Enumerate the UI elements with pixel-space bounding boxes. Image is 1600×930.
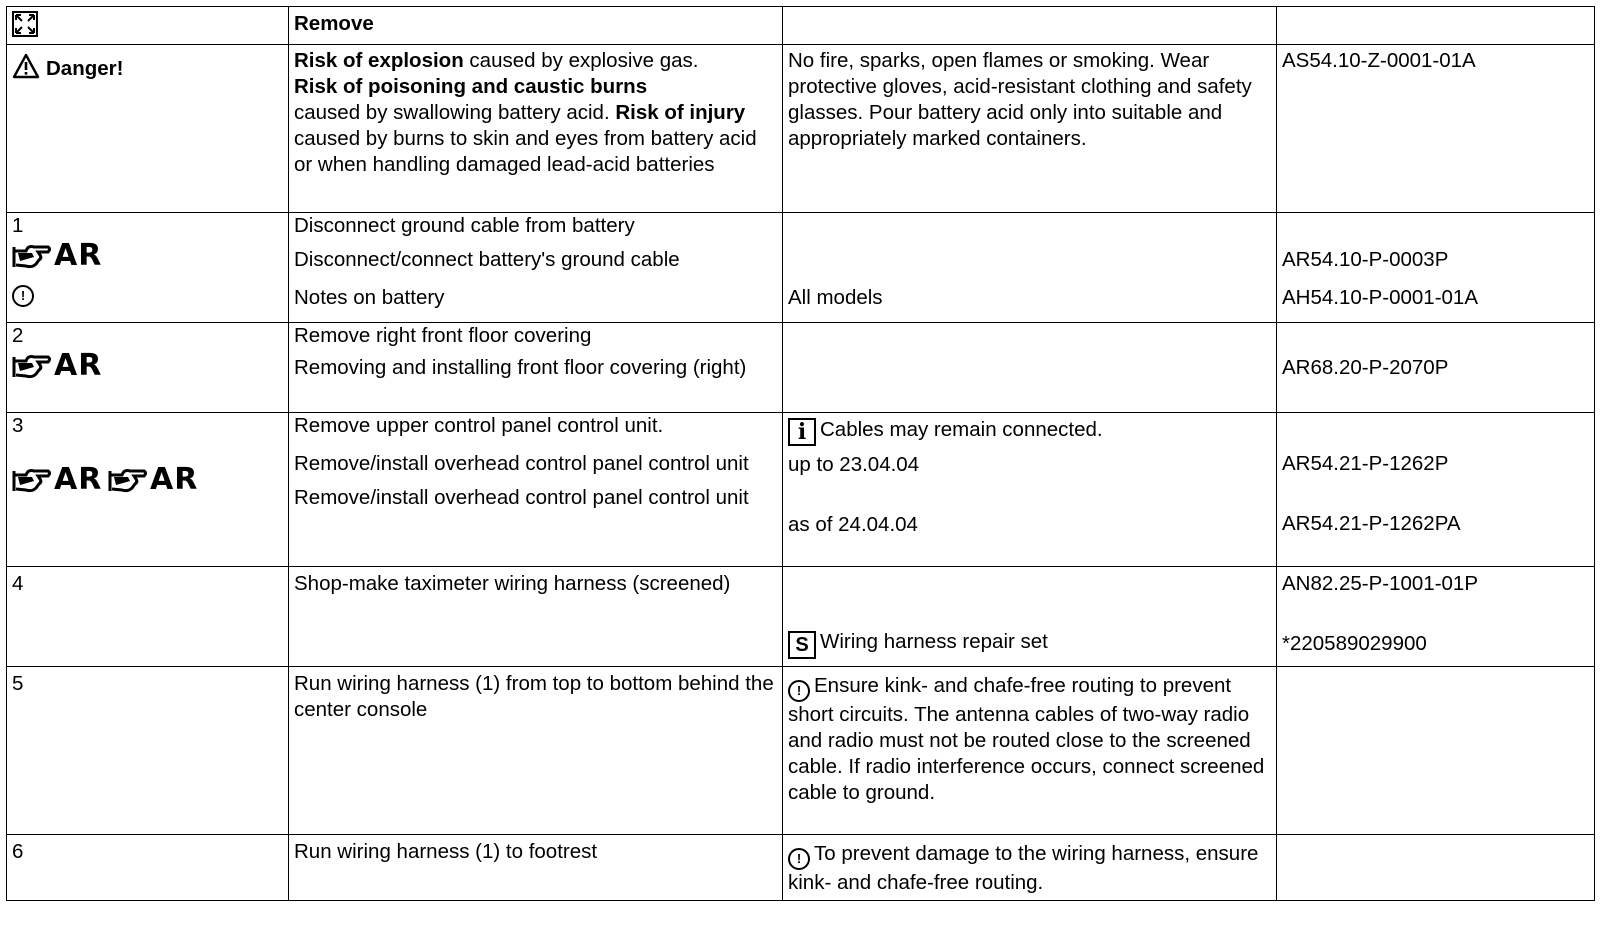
step-number: 3 xyxy=(12,414,24,437)
step-note: To prevent damage to the wiring harness, ensure kink- and chafe-free routing. xyxy=(788,842,1259,894)
step-description: Run wiring harness (1) from top to bottom behind the center console xyxy=(294,672,774,721)
reference-link[interactable]: AR54.10-P-0003P xyxy=(1282,248,1449,271)
ar-link-description[interactable]: Remove/install overhead control panel control unit xyxy=(294,452,749,475)
reference-link[interactable]: AR54.21-P-1262PA xyxy=(1282,512,1461,535)
pointing-hand-icon xyxy=(12,243,52,269)
step-row-1 xyxy=(7,213,1595,323)
step-row-3 xyxy=(7,413,1595,567)
pointing-hand-icon xyxy=(108,467,148,493)
ar-reference-marker: AR xyxy=(12,463,102,497)
info-circle-icon: ! xyxy=(12,285,34,307)
info-icon: i xyxy=(788,418,816,446)
step-description: Disconnect ground cable from battery xyxy=(294,214,635,237)
tool-part-number: *220589029900 xyxy=(1282,632,1427,655)
note-circle-icon: ! xyxy=(788,680,810,702)
ar-reference-marker: AR xyxy=(12,239,102,273)
reference-link[interactable]: AR54.21-P-1262P xyxy=(1282,452,1449,475)
danger-measures: No fire, sparks, open flames or smoking. Wear protective gloves, acid-resistant clothing and safety glasses. Pour battery acid only into suitable and appropriately marked containers. xyxy=(788,49,1252,150)
danger-row xyxy=(7,45,1595,213)
step-number: 4 xyxy=(12,572,24,595)
step-row-2 xyxy=(7,323,1595,413)
header-row xyxy=(7,7,1595,45)
expand-icon[interactable] xyxy=(12,11,38,44)
step-note: All models xyxy=(788,286,883,309)
procedure-table xyxy=(6,6,1595,901)
step-row-4 xyxy=(7,567,1595,667)
model-range-note: as of 24.04.04 xyxy=(788,513,918,536)
header-icon-cell xyxy=(7,7,289,45)
header-title xyxy=(289,7,783,45)
step-description: Shop-make taximeter wiring harness (screened) xyxy=(294,572,731,595)
step-note: Cables may remain connected. xyxy=(820,418,1103,441)
pointing-hand-icon xyxy=(12,467,52,493)
reference-link[interactable]: AN82.25-P-1001-01P xyxy=(1282,572,1479,595)
tool-note: Wiring harness repair set xyxy=(820,630,1048,653)
ar-reference-marker: AR xyxy=(12,349,102,383)
step-row-5 xyxy=(7,667,1595,835)
reference-link[interactable]: AH54.10-P-0001-01A xyxy=(1282,286,1479,309)
step-number: 6 xyxy=(12,840,24,863)
step-description: Remove right front floor covering xyxy=(294,324,592,347)
step-number: 1 xyxy=(12,214,24,237)
step-note: Ensure kink- and chafe-free routing to prevent short circuits. The antenna cables of two-way radio and radio must not be routed close to the screened cable. If radio interference occurs, connect screened cable to ground. xyxy=(788,674,1265,804)
model-range-note: up to 23.04.04 xyxy=(788,453,920,476)
step-description: Remove upper control panel control unit. xyxy=(294,414,664,437)
info-link-description[interactable]: Notes on battery xyxy=(294,286,445,309)
warning-triangle-icon xyxy=(12,53,40,86)
step-number: 5 xyxy=(12,672,24,695)
pointing-hand-icon xyxy=(12,353,52,379)
page-title: Remove xyxy=(294,12,374,35)
danger-label: Danger! xyxy=(46,57,124,80)
ar-link-description[interactable]: Remove/install overhead control panel control unit xyxy=(294,486,749,509)
ar-reference-marker: AR xyxy=(108,463,198,497)
tool-icon: S xyxy=(788,631,816,659)
procedure-document xyxy=(6,6,1594,901)
step-description: Run wiring harness (1) to footrest xyxy=(294,840,598,863)
step-number: 2 xyxy=(12,324,24,347)
step-row-6 xyxy=(7,835,1595,901)
danger-description: Risk of explosion caused by explosive gas. Risk of poisoning and caustic burns caused by swallowing battery acid. Risk of injury caused by burns to skin and eyes from battery acid or when handling damaged lead-acid batteries xyxy=(294,49,757,176)
danger-reference-link[interactable]: AS54.10-Z-0001-01A xyxy=(1282,49,1476,72)
ar-link-description[interactable]: Disconnect/connect battery's ground cable xyxy=(294,248,680,271)
reference-link[interactable]: AR68.20-P-2070P xyxy=(1282,356,1449,379)
note-circle-icon: ! xyxy=(788,848,810,870)
ar-link-description[interactable]: Removing and installing front floor covering (right) xyxy=(294,356,747,379)
